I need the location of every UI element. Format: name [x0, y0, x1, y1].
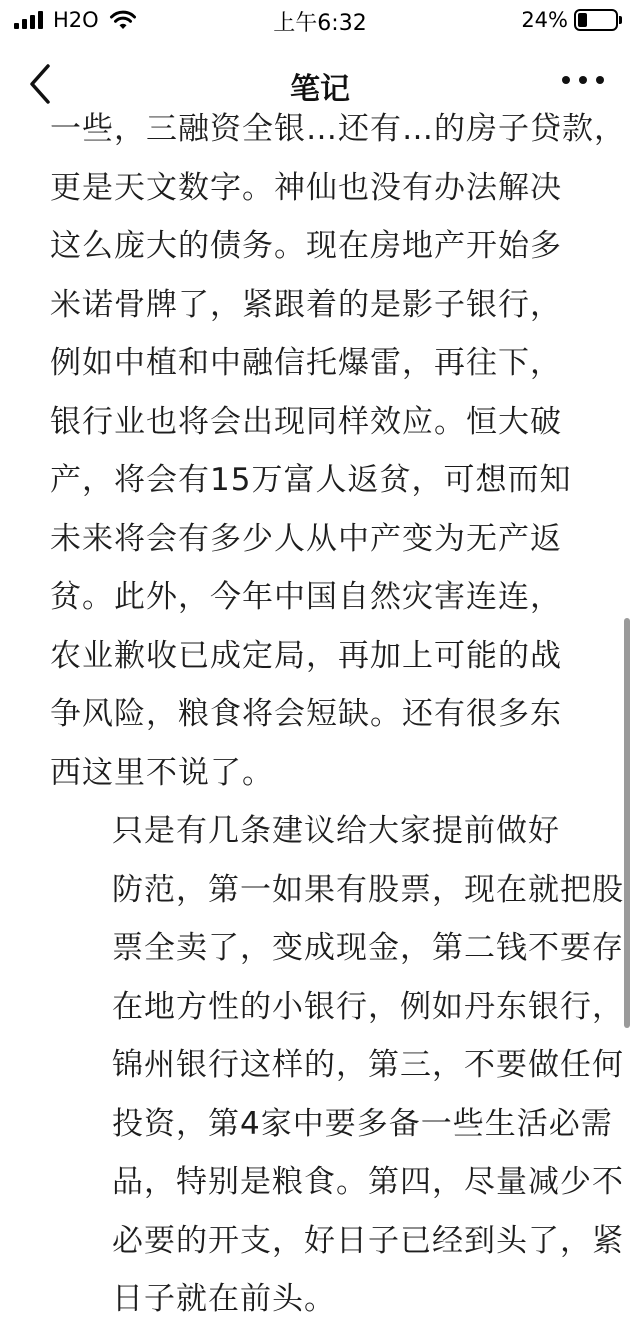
text-line: 票全卖了，变成现金，第二钱不要存 — [112, 930, 624, 966]
status-bar — [0, 0, 640, 40]
text-line: 西这里不说了。 — [50, 754, 274, 791]
text-line: 产，将会有15万富人返贫，可想而知 — [50, 462, 572, 498]
text-line: 更是天文数字。神仙也没有办法解决 — [50, 169, 562, 206]
status-right — [521, 8, 618, 32]
battery-percent: 24% — [521, 8, 568, 32]
text-line: 在地方性的小银行，例如丹东银行， — [112, 988, 624, 1025]
paragraph-1 — [50, 100, 626, 802]
text-line: 这么庞大的债务。现在房地产开始多 — [50, 228, 562, 264]
battery-icon — [574, 9, 618, 31]
more-options-icon[interactable] — [562, 76, 604, 84]
status-time: 上午6:32 — [273, 11, 367, 36]
scrollbar[interactable] — [624, 618, 630, 1028]
text-line: 品，特别是粮食。第四，尽量减少不 — [112, 1164, 624, 1200]
text-line: 贫。此外，今年中国自然灾害连连， — [50, 579, 562, 615]
text-line: 日子就在前头。 — [112, 1281, 336, 1317]
text-line: 必要的开支，好日子已经到头了，紧 — [112, 1222, 624, 1259]
text-line: 争风险，粮食将会短缺。还有很多东 — [50, 696, 562, 732]
carrier-name: H2O — [53, 8, 99, 32]
text-line: 银行业也将会出现同样效应。恒大破 — [50, 403, 562, 440]
text-line: 农业歉收已成定局，再加上可能的战 — [50, 637, 562, 674]
text-line: 锦州银行这样的，第三，不要做任何 — [112, 1047, 624, 1083]
text-line: 只是有几条建议给大家提前做好 — [112, 813, 560, 849]
battery-fill — [578, 13, 587, 27]
page-title: 笔记 — [290, 72, 350, 107]
text-line: 例如中植和中融信托爆雷，再往下， — [50, 345, 562, 381]
article-body — [50, 100, 626, 1329]
text-line: 投资，第4家中要多备一些生活必需 — [112, 1105, 613, 1142]
paragraph-2 — [50, 802, 624, 1329]
note-content[interactable] — [0, 111, 640, 1317]
text-line: 一些，三融资全银…还有…的房子贷款， — [50, 111, 626, 147]
text-line: 米诺骨牌了，紧跟着的是影子银行， — [50, 286, 562, 323]
text-line: 防范，第一如果有股票，现在就把股 — [112, 871, 624, 908]
text-line: 未来将会有多少人从中产变为无产返 — [50, 520, 562, 557]
